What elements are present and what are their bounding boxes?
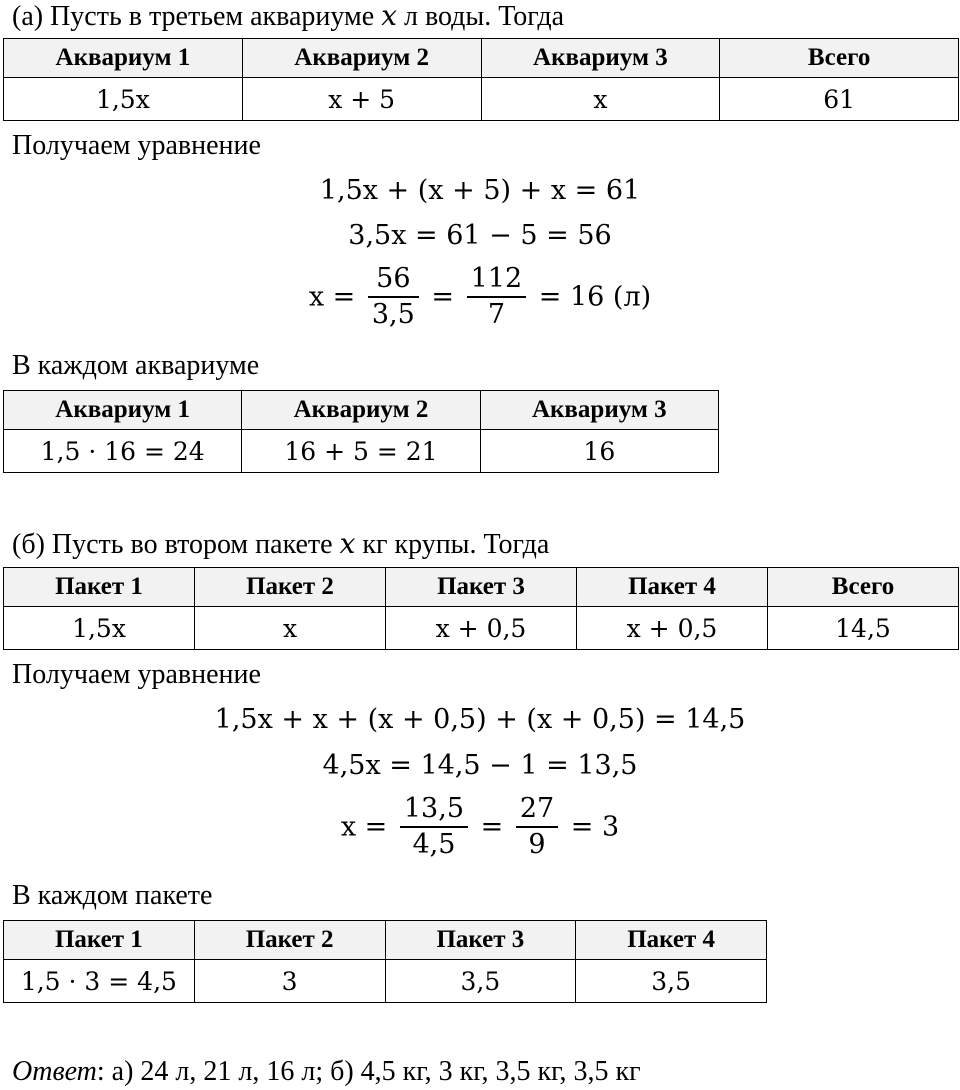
answer-text: : а) 24 л, 21 л, 16 л; б) 4,5 кг, 3 кг, 3,5 кг, 3,5 кг (96, 1056, 641, 1087)
table-header: Аквариум 2 (242, 39, 481, 78)
table-row (4, 607, 959, 650)
table-header: Аквариум 1 (4, 391, 242, 430)
fraction-denominator: 4,5 (412, 829, 456, 860)
part-b-intro-suffix: кг крупы. Тогда (355, 529, 550, 560)
equation-equals: = (431, 281, 455, 313)
table-cell: 16 (480, 430, 718, 473)
fraction-numerator: 13,5 (400, 792, 468, 828)
table-cell: x + 0,5 (386, 607, 577, 650)
table-row (4, 78, 959, 121)
fraction-denominator: 7 (487, 299, 505, 330)
table-header-row (4, 568, 959, 607)
table-header: Аквариум 3 (481, 39, 720, 78)
part-a-intro-prefix: (а) Пусть в третьем аквариуме (12, 1, 382, 32)
fraction-numerator: 112 (467, 262, 527, 298)
table-cell: x (195, 607, 386, 650)
table-cell: 14,5 (768, 607, 959, 650)
fraction (400, 792, 468, 862)
part-b-each-label: В каждом пакете (12, 880, 213, 911)
table-cell: 3,5 (576, 960, 767, 1003)
table-header: Пакет 3 (385, 921, 576, 960)
table-row (4, 430, 719, 473)
table-cell: 3,5 (385, 960, 576, 1003)
part-b-intro-var: x (339, 527, 356, 560)
table-cell: 1,5 · 16 = 24 (4, 430, 242, 473)
fraction-numerator: 56 (368, 262, 419, 298)
table-header: Всего (720, 39, 959, 78)
fraction-numerator: 27 (516, 792, 558, 828)
answer-line (12, 1056, 641, 1088)
table-header: Пакет 4 (576, 921, 767, 960)
table-header: Аквариум 1 (4, 39, 243, 78)
part-a-intro-suffix: л воды. Тогда (396, 1, 564, 32)
fraction-denominator: 9 (528, 829, 546, 860)
equation-rhs: = 16 (л) (538, 281, 652, 313)
part-b-intro-prefix: (б) Пусть во втором пакете (12, 529, 340, 560)
part-b-equation-2: 4,5x = 14,5 − 1 = 13,5 (322, 750, 638, 781)
table-cell: 1,5 · 3 = 4,5 (4, 960, 195, 1003)
part-b-equation-3 (0, 792, 960, 862)
table-cell: x + 5 (242, 78, 481, 121)
table-cell: x + 0,5 (577, 607, 768, 650)
table-cell: 1,5x (4, 607, 195, 650)
part-a-result-table (3, 390, 719, 473)
table-header-row (4, 921, 767, 960)
part-a-aquarium-table (3, 38, 959, 121)
table-cell: 61 (720, 78, 959, 121)
table-row (4, 960, 767, 1003)
table-cell: 16 + 5 = 21 (242, 430, 480, 473)
table-cell: 3 (194, 960, 385, 1003)
table-header: Пакет 2 (195, 568, 386, 607)
table-header: Аквариум 2 (242, 391, 480, 430)
fraction (467, 262, 527, 332)
fraction-denominator: 3,5 (371, 299, 415, 330)
part-a-each-label: В каждом аквариуме (12, 350, 260, 381)
fraction (516, 792, 558, 862)
table-header: Пакет 1 (4, 568, 195, 607)
table-cell: 1,5x (4, 78, 243, 121)
equation-equals: = (480, 811, 504, 843)
table-header: Всего (768, 568, 959, 607)
part-b-intro (12, 528, 549, 561)
part-a-equation-3 (0, 262, 960, 332)
table-header-row (4, 39, 959, 78)
table-cell: x (481, 78, 720, 121)
table-header: Пакет 1 (4, 921, 195, 960)
part-a-intro (12, 0, 564, 33)
equation-lhs: x = (308, 281, 356, 313)
part-b-equation-label: Получаем уравнение (12, 659, 261, 690)
table-header: Пакет 4 (577, 568, 768, 607)
answer-label: Ответ (12, 1056, 97, 1087)
table-header-row (4, 391, 719, 430)
part-a-intro-var: x (381, 0, 397, 32)
equation-lhs: x = (340, 811, 388, 843)
part-a-equation-2: 3,5x = 61 − 5 = 56 (348, 220, 612, 251)
part-b-result-table (3, 920, 767, 1003)
equation-rhs: = 3 (570, 811, 620, 843)
table-header: Пакет 2 (194, 921, 385, 960)
part-a-equation-1: 1,5x + (x + 5) + x = 61 (319, 175, 641, 206)
part-b-equation-1: 1,5x + x + (x + 0,5) + (x + 0,5) = 14,5 (214, 704, 746, 735)
part-b-package-table (3, 567, 959, 650)
part-a-equation-label: Получаем уравнение (12, 130, 261, 161)
table-header: Пакет 3 (386, 568, 577, 607)
fraction (368, 262, 419, 332)
table-header: Аквариум 3 (480, 391, 718, 430)
